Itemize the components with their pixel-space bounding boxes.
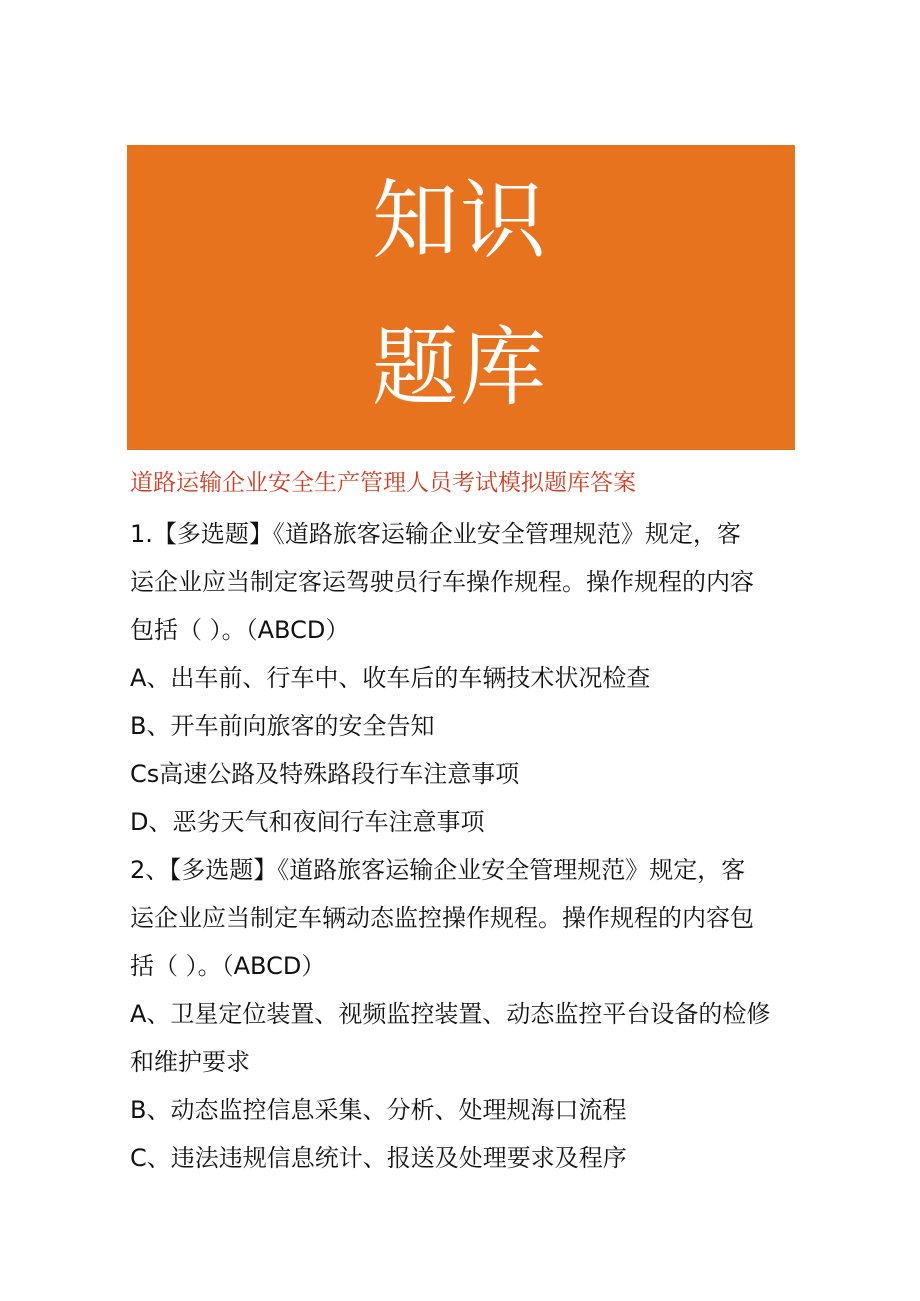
q2-option-a-line-2: 和维护要求 bbox=[130, 1048, 250, 1076]
q1-option-b: B、开车前向旅客的安全告知 bbox=[130, 712, 435, 740]
banner-title-line-2: 题库 bbox=[372, 318, 548, 418]
q1-stem-line-3: 包括（ ）。（ABCD） bbox=[130, 616, 350, 644]
question-body bbox=[130, 510, 790, 1182]
q2-option-a-line-1: A、卫星定位装置、视频监控装置、动态监控平台设备的检修 bbox=[130, 1000, 771, 1028]
q1-stem-line-1: 1.【多选题】《道路旅客运输企业安全管理规范》规定，客 bbox=[130, 520, 741, 548]
q2-stem-line-3: 括（ ）。（ABCD） bbox=[130, 952, 326, 980]
q1-option-a: A、出车前、行车中、收车后的车辆技术状况检查 bbox=[130, 664, 651, 692]
q1-option-c: Cs高速公路及特殊路段行车注意事项 bbox=[130, 760, 520, 788]
banner-title-line-1: 知识 bbox=[372, 171, 548, 271]
q2-option-b: B、动态监控信息采集、分析、处理规海口流程 bbox=[130, 1096, 627, 1124]
q2-option-c: C、违法违规信息统计、报送及处理要求及程序 bbox=[130, 1144, 627, 1172]
q1-stem-line-2: 运企业应当制定客运驾驶员行车操作规程。操作规程的内容 bbox=[130, 568, 754, 596]
q1-option-d: D、恶劣天气和夜间行车注意事项 bbox=[130, 808, 485, 836]
q2-stem-line-1: 2、【多选题】《道路旅客运输企业安全管理规范》规定，客 bbox=[130, 856, 746, 884]
q2-stem-line-2: 运企业应当制定车辆动态监控操作规程。操作规程的内容包 bbox=[130, 904, 754, 932]
document-subtitle: 道路运输企业安全生产管理人员考试模拟题库答案 bbox=[130, 470, 636, 496]
